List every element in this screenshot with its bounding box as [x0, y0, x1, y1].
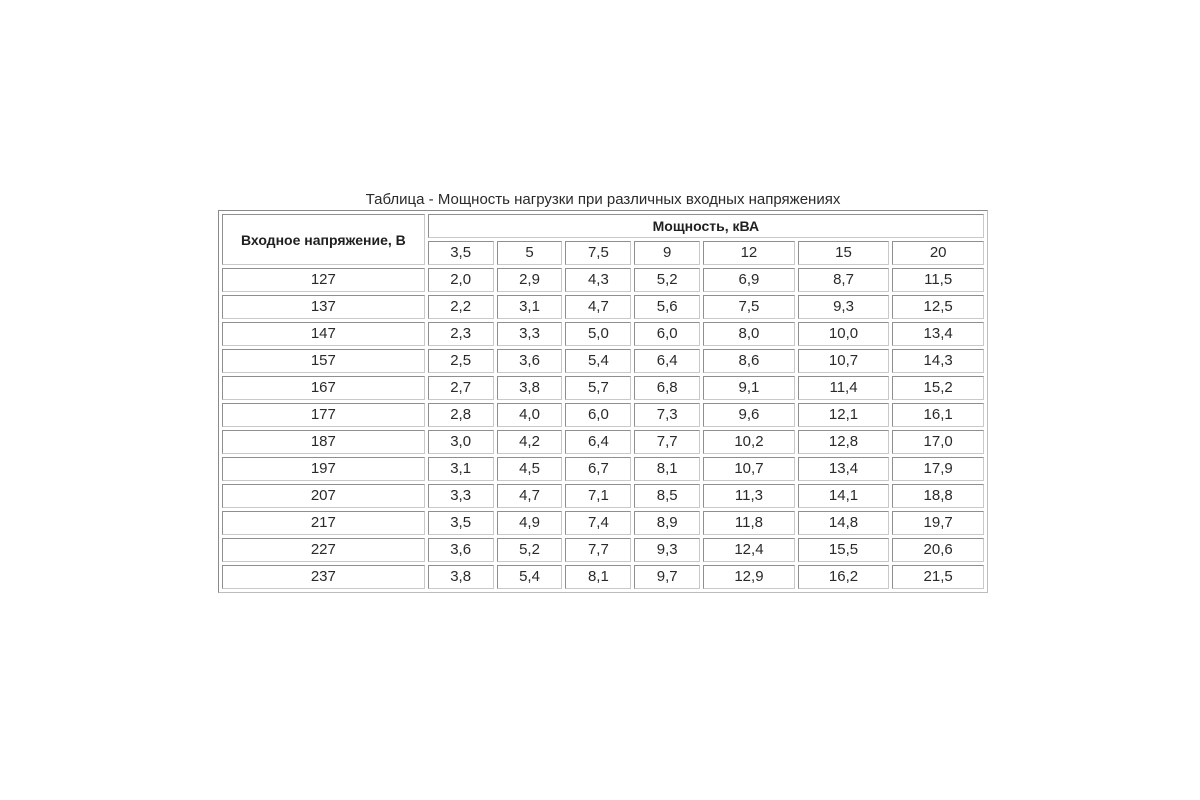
voltage-cell: 157: [222, 349, 425, 373]
power-value-cell: 3,8: [497, 376, 563, 400]
table-row: [222, 403, 984, 427]
power-value-cell: 4,0: [497, 403, 563, 427]
table-caption: Таблица - Мощность нагрузки при различных входных напряжениях: [365, 191, 841, 208]
power-value-cell: 6,4: [565, 430, 631, 454]
power-value-cell: 17,0: [892, 430, 984, 454]
power-value-cell: 12,1: [798, 403, 890, 427]
table-row: [222, 430, 984, 454]
power-value-cell: 5,4: [565, 349, 631, 373]
power-value-cell: 7,3: [634, 403, 700, 427]
power-column-header: 5: [497, 241, 563, 265]
power-value-cell: 3,5: [428, 511, 494, 535]
power-value-cell: 2,9: [497, 268, 563, 292]
power-value-cell: 9,7: [634, 565, 700, 589]
table-row: [222, 349, 984, 373]
power-header: Мощность, кВА: [428, 214, 984, 238]
power-value-cell: 9,3: [634, 538, 700, 562]
table-row: [222, 538, 984, 562]
header-row-main: [222, 214, 984, 238]
power-column-header: 9: [634, 241, 700, 265]
voltage-cell: 127: [222, 268, 425, 292]
table-row: [222, 295, 984, 319]
power-value-cell: 7,5: [703, 295, 795, 319]
power-value-cell: 2,2: [428, 295, 494, 319]
power-value-cell: 5,6: [634, 295, 700, 319]
power-value-cell: 8,1: [634, 457, 700, 481]
power-value-cell: 20,6: [892, 538, 984, 562]
power-column-header: 12: [703, 241, 795, 265]
power-value-cell: 18,8: [892, 484, 984, 508]
power-value-cell: 8,0: [703, 322, 795, 346]
power-value-cell: 6,9: [703, 268, 795, 292]
power-value-cell: 6,8: [634, 376, 700, 400]
voltage-cell: 177: [222, 403, 425, 427]
voltage-cell: 217: [222, 511, 425, 535]
power-value-cell: 8,7: [798, 268, 890, 292]
voltage-cell: 137: [222, 295, 425, 319]
power-value-cell: 5,7: [565, 376, 631, 400]
voltage-cell: 167: [222, 376, 425, 400]
voltage-cell: 227: [222, 538, 425, 562]
power-value-cell: 7,1: [565, 484, 631, 508]
power-value-cell: 6,7: [565, 457, 631, 481]
power-table: [218, 210, 988, 593]
power-value-cell: 10,0: [798, 322, 890, 346]
power-value-cell: 12,5: [892, 295, 984, 319]
table-row: [222, 457, 984, 481]
power-value-cell: 4,2: [497, 430, 563, 454]
power-value-cell: 3,1: [428, 457, 494, 481]
power-value-cell: 12,9: [703, 565, 795, 589]
power-value-cell: 7,4: [565, 511, 631, 535]
power-value-cell: 14,8: [798, 511, 890, 535]
power-value-cell: 12,8: [798, 430, 890, 454]
power-value-cell: 15,2: [892, 376, 984, 400]
power-value-cell: 3,3: [428, 484, 494, 508]
power-value-cell: 5,4: [497, 565, 563, 589]
power-value-cell: 11,3: [703, 484, 795, 508]
power-value-cell: 11,4: [798, 376, 890, 400]
power-column-header: 20: [892, 241, 984, 265]
power-value-cell: 4,7: [497, 484, 563, 508]
power-value-cell: 16,1: [892, 403, 984, 427]
power-value-cell: 9,6: [703, 403, 795, 427]
voltage-cell: 207: [222, 484, 425, 508]
power-value-cell: 12,4: [703, 538, 795, 562]
power-value-cell: 5,2: [497, 538, 563, 562]
table-row: [222, 511, 984, 535]
voltage-cell: 187: [222, 430, 425, 454]
power-value-cell: 5,2: [634, 268, 700, 292]
power-value-cell: 10,7: [703, 457, 795, 481]
table-row: [222, 322, 984, 346]
table-row: [222, 484, 984, 508]
table-row: [222, 268, 984, 292]
power-value-cell: 2,0: [428, 268, 494, 292]
power-value-cell: 10,7: [798, 349, 890, 373]
power-value-cell: 4,9: [497, 511, 563, 535]
power-value-cell: 4,3: [565, 268, 631, 292]
power-column-header: 7,5: [565, 241, 631, 265]
voltage-cell: 237: [222, 565, 425, 589]
power-value-cell: 9,1: [703, 376, 795, 400]
power-value-cell: 3,6: [497, 349, 563, 373]
power-value-cell: 5,0: [565, 322, 631, 346]
power-value-cell: 11,5: [892, 268, 984, 292]
power-value-cell: 6,4: [634, 349, 700, 373]
table-container: [218, 210, 988, 593]
power-value-cell: 3,1: [497, 295, 563, 319]
power-value-cell: 19,7: [892, 511, 984, 535]
table-header: [222, 214, 984, 265]
power-value-cell: 10,2: [703, 430, 795, 454]
power-value-cell: 14,1: [798, 484, 890, 508]
table-row: [222, 376, 984, 400]
power-value-cell: 8,1: [565, 565, 631, 589]
power-value-cell: 11,8: [703, 511, 795, 535]
power-value-cell: 3,8: [428, 565, 494, 589]
power-value-cell: 21,5: [892, 565, 984, 589]
power-value-cell: 14,3: [892, 349, 984, 373]
power-value-cell: 7,7: [565, 538, 631, 562]
power-value-cell: 16,2: [798, 565, 890, 589]
power-value-cell: 13,4: [892, 322, 984, 346]
power-column-header: 15: [798, 241, 890, 265]
table-row: [222, 565, 984, 589]
voltage-header: Входное напряжение, В: [222, 214, 425, 265]
power-value-cell: 3,0: [428, 430, 494, 454]
power-column-header: 3,5: [428, 241, 494, 265]
power-value-cell: 4,7: [565, 295, 631, 319]
power-value-cell: 2,5: [428, 349, 494, 373]
voltage-cell: 197: [222, 457, 425, 481]
power-value-cell: 6,0: [634, 322, 700, 346]
power-value-cell: 2,7: [428, 376, 494, 400]
table-body: [222, 268, 984, 589]
power-value-cell: 8,9: [634, 511, 700, 535]
power-value-cell: 17,9: [892, 457, 984, 481]
power-value-cell: 8,6: [703, 349, 795, 373]
power-value-cell: 4,5: [497, 457, 563, 481]
power-value-cell: 13,4: [798, 457, 890, 481]
power-value-cell: 9,3: [798, 295, 890, 319]
power-value-cell: 7,7: [634, 430, 700, 454]
power-value-cell: 3,6: [428, 538, 494, 562]
power-value-cell: 6,0: [565, 403, 631, 427]
power-value-cell: 2,3: [428, 322, 494, 346]
power-value-cell: 2,8: [428, 403, 494, 427]
power-value-cell: 8,5: [634, 484, 700, 508]
power-value-cell: 3,3: [497, 322, 563, 346]
power-value-cell: 15,5: [798, 538, 890, 562]
voltage-cell: 147: [222, 322, 425, 346]
